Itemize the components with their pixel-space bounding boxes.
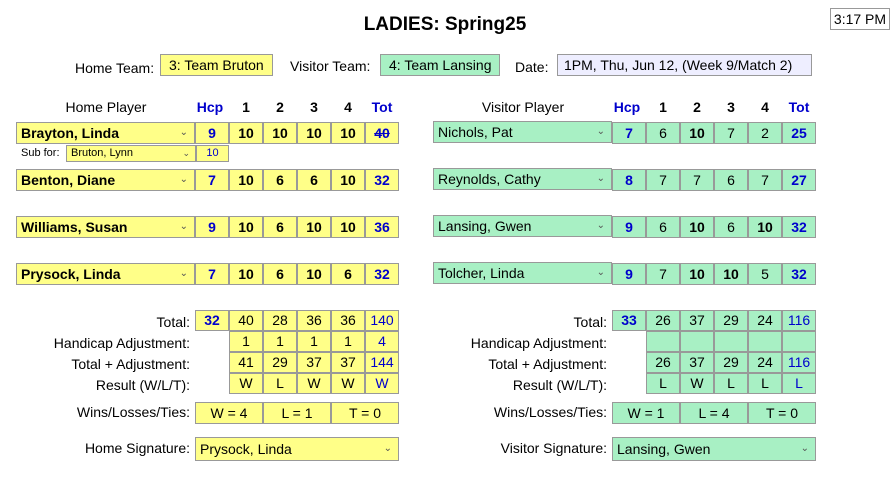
visitor-player-1-game-2[interactable]: 10: [680, 122, 714, 144]
home-player-name: Brayton, Linda: [21, 125, 120, 141]
chevron-down-icon: ⌄: [596, 173, 605, 184]
home-result-label: Result (W/L/T):: [95, 377, 190, 393]
home-total-tot: 140: [365, 310, 399, 331]
visitor-wlt-label: Wins/Losses/Ties:: [493, 404, 607, 420]
visitor-total-hcp: 33: [612, 310, 646, 331]
home-total-game-3: 36: [297, 310, 331, 331]
visitor-player-4-game-3[interactable]: 10: [714, 263, 748, 285]
visitor-player-3-game-4[interactable]: 10: [748, 216, 782, 238]
home-player-1-game-1[interactable]: 10: [229, 122, 263, 144]
visitor-game-3-header: 3: [727, 99, 735, 115]
home-player-3-game-4[interactable]: 10: [331, 216, 365, 238]
home-player-3-hcp[interactable]: 9: [195, 216, 229, 238]
visitor-signature-value: Lansing, Gwen: [617, 441, 711, 457]
home-total-label: Total:: [156, 314, 190, 330]
visitor-losses: L = 4: [680, 402, 748, 424]
chevron-down-icon: ⌄: [179, 174, 188, 185]
visitor-player-name: Lansing, Gwen: [438, 218, 532, 234]
home-handicap-adjustment-label: Handicap Adjustment:: [53, 335, 190, 351]
visitor-player-2-game-3[interactable]: 6: [714, 169, 748, 191]
home-player-3-game-1[interactable]: 10: [229, 216, 263, 238]
home-result-game-4: W: [331, 373, 365, 394]
visitor-total-adj-game-2: 37: [680, 352, 714, 373]
home-total-adj-game-4: 37: [331, 352, 365, 373]
visitor-player-4-hcp[interactable]: 9: [612, 263, 646, 285]
visitor-team-label: Visitor Team:: [290, 58, 371, 74]
chevron-down-icon: ⌄: [596, 126, 605, 137]
home-player-1-game-2[interactable]: 10: [263, 122, 297, 144]
home-player-1-game-3[interactable]: 10: [297, 122, 331, 144]
visitor-total-game-2: 37: [680, 310, 714, 331]
home-player-2-hcp[interactable]: 7: [195, 169, 229, 191]
chevron-down-icon: ⌄: [179, 221, 188, 232]
sub-for-select[interactable]: [66, 145, 196, 162]
visitor-player-3-total: 32: [782, 216, 816, 238]
visitor-team-field[interactable]: 4: Team Lansing: [380, 54, 500, 76]
home-team-label: Home Team:: [75, 60, 155, 76]
home-player-header: Home Player: [65, 99, 147, 115]
sub-for-name: Bruton, Lynn: [71, 147, 133, 159]
chevron-down-icon: ⌄: [596, 220, 605, 231]
home-game-2-header: 2: [276, 99, 284, 115]
home-player-name: Benton, Diane: [21, 172, 116, 188]
home-team-field[interactable]: 3: Team Bruton: [160, 54, 273, 76]
visitor-adj-game-1: [646, 331, 680, 352]
visitor-game-2-header: 2: [693, 99, 701, 115]
visitor-adj-game-3: [714, 331, 748, 352]
home-player-4-game-1[interactable]: 10: [229, 263, 263, 285]
visitor-signature-label: Visitor Signature:: [500, 440, 607, 456]
visitor-player-3-game-3[interactable]: 6: [714, 216, 748, 238]
home-game-1-header: 1: [242, 99, 250, 115]
home-player-1-game-4[interactable]: 10: [331, 122, 365, 144]
visitor-player-1-game-3[interactable]: 7: [714, 122, 748, 144]
visitor-player-3-hcp[interactable]: 9: [612, 216, 646, 238]
home-adj-game-3: 1: [297, 331, 331, 352]
visitor-player-name: Nichols, Pat: [438, 124, 513, 140]
home-result-game-1: W: [229, 373, 263, 394]
visitor-adj-tot: [782, 331, 816, 352]
home-total-adj-game-2: 29: [263, 352, 297, 373]
visitor-total-adj-tot: 116: [782, 352, 816, 373]
home-player-3-select[interactable]: [16, 216, 195, 238]
visitor-total-game-1: 26: [646, 310, 680, 331]
home-adj-game-2: 1: [263, 331, 297, 352]
chevron-down-icon: ⌄: [800, 443, 809, 454]
home-player-1-total: 40: [365, 122, 399, 144]
visitor-player-3-game-2[interactable]: 10: [680, 216, 714, 238]
visitor-player-4-game-1[interactable]: 7: [646, 263, 680, 285]
home-wlt-label: Wins/Losses/Ties:: [76, 404, 190, 420]
home-total-game-4: 36: [331, 310, 365, 331]
visitor-result-tot: L: [782, 373, 816, 394]
home-adj-game-4: 1: [331, 331, 365, 352]
visitor-player-4-game-4[interactable]: 5: [748, 263, 782, 285]
home-total-adj-game-3: 37: [297, 352, 331, 373]
date-label: Date:: [515, 59, 549, 75]
visitor-result-game-2: W: [680, 373, 714, 394]
visitor-player-2-game-1[interactable]: 7: [646, 169, 680, 191]
visitor-game-1-header: 1: [659, 99, 667, 115]
home-player-4-game-4[interactable]: 6: [331, 263, 365, 285]
visitor-player-name: Tolcher, Linda: [438, 265, 525, 281]
home-player-4-hcp[interactable]: 7: [195, 263, 229, 285]
visitor-total-label: Total:: [573, 314, 607, 330]
chevron-down-icon: ⌄: [383, 443, 392, 454]
visitor-player-1-total: 25: [782, 122, 816, 144]
visitor-tot-header: Tot: [788, 99, 810, 115]
visitor-game-4-header: 4: [761, 99, 769, 115]
date-field[interactable]: 1PM, Thu, Jun 12, (Week 9/Match 2): [557, 54, 812, 76]
home-ties: T = 0: [331, 402, 399, 424]
home-wins: W = 4: [195, 402, 263, 424]
visitor-player-2-game-4[interactable]: 7: [748, 169, 782, 191]
home-result-game-2: L: [263, 373, 297, 394]
home-total-adj-game-1: 41: [229, 352, 263, 373]
visitor-result-game-4: L: [748, 373, 782, 394]
visitor-player-1-game-1[interactable]: 6: [646, 122, 680, 144]
home-result-tot: W: [365, 373, 399, 394]
visitor-player-3-game-1[interactable]: 6: [646, 216, 680, 238]
chevron-down-icon: ⌄: [179, 127, 188, 138]
home-player-4-game-2[interactable]: 6: [263, 263, 297, 285]
visitor-total-tot: 116: [782, 310, 816, 331]
home-player-2-game-4[interactable]: 10: [331, 169, 365, 191]
visitor-player-2-hcp[interactable]: 8: [612, 169, 646, 191]
chevron-down-icon: ⌄: [596, 267, 605, 278]
chevron-down-icon: ⌄: [179, 268, 188, 279]
visitor-player-4-select[interactable]: [433, 262, 612, 284]
visitor-player-name: Reynolds, Cathy: [438, 171, 541, 187]
home-player-2-game-3[interactable]: 6: [297, 169, 331, 191]
visitor-total-game-4: 24: [748, 310, 782, 331]
home-total-hcp: 32: [195, 310, 229, 331]
chevron-down-icon: ⌄: [182, 148, 190, 158]
home-total-game-2: 28: [263, 310, 297, 331]
visitor-total-game-3: 29: [714, 310, 748, 331]
home-total-adj-tot: 144: [365, 352, 399, 373]
visitor-player-2-game-2[interactable]: 7: [680, 169, 714, 191]
home-tot-header: Tot: [371, 99, 393, 115]
home-signature-label: Home Signature:: [84, 440, 190, 456]
home-total-adjustment-label: Total + Adjustment:: [71, 356, 190, 372]
home-player-3-total: 36: [365, 216, 399, 238]
visitor-player-1-hcp[interactable]: 7: [612, 122, 646, 144]
visitor-result-game-1: L: [646, 373, 680, 394]
visitor-player-1-game-4[interactable]: 2: [748, 122, 782, 144]
home-player-2-game-1[interactable]: 10: [229, 169, 263, 191]
clock: 3:17 PM: [830, 8, 890, 30]
visitor-hcp-header: Hcp: [613, 99, 641, 115]
home-player-4-select[interactable]: [16, 263, 195, 285]
home-game-3-header: 3: [310, 99, 318, 115]
home-result-game-3: W: [297, 373, 331, 394]
home-player-2-game-2[interactable]: 6: [263, 169, 297, 191]
visitor-total-adj-game-1: 26: [646, 352, 680, 373]
visitor-adj-game-4: [748, 331, 782, 352]
visitor-signature-select[interactable]: [612, 437, 816, 461]
home-player-name: Williams, Susan: [21, 219, 128, 235]
home-player-2-select[interactable]: [16, 169, 195, 191]
visitor-total-adj-game-4: 24: [748, 352, 782, 373]
visitor-handicap-adjustment-label: Handicap Adjustment:: [470, 335, 607, 351]
home-player-1-hcp[interactable]: 9: [195, 122, 229, 144]
home-total-game-1: 40: [229, 310, 263, 331]
visitor-player-2-total: 27: [782, 169, 816, 191]
visitor-player-4-game-2[interactable]: 10: [680, 263, 714, 285]
home-player-name: Prysock, Linda: [21, 266, 121, 282]
sub-for-label: Sub for:: [21, 147, 60, 159]
home-player-3-game-2[interactable]: 6: [263, 216, 297, 238]
visitor-result-label: Result (W/L/T):: [512, 377, 607, 393]
visitor-player-1-select[interactable]: [433, 121, 612, 143]
visitor-ties: T = 0: [748, 402, 816, 424]
visitor-player-header: Visitor Player: [481, 99, 565, 115]
sub-for-hcp[interactable]: 10: [196, 145, 229, 162]
visitor-total-adj-game-3: 29: [714, 352, 748, 373]
home-player-4-game-3[interactable]: 10: [297, 263, 331, 285]
page-title: LADIES: Spring25: [363, 14, 527, 35]
visitor-player-3-select[interactable]: [433, 215, 612, 237]
home-losses: L = 1: [263, 402, 331, 424]
home-player-2-total: 32: [365, 169, 399, 191]
home-adj-tot: 4: [365, 331, 399, 352]
home-player-1-select[interactable]: [16, 122, 195, 144]
home-game-4-header: 4: [344, 99, 352, 115]
home-signature-value: Prysock, Linda: [200, 441, 292, 457]
home-adj-game-1: 1: [229, 331, 263, 352]
visitor-total-adjustment-label: Total + Adjustment:: [488, 356, 607, 372]
visitor-player-2-select[interactable]: [433, 168, 612, 190]
visitor-adj-game-2: [680, 331, 714, 352]
home-player-4-total: 32: [365, 263, 399, 285]
visitor-player-4-total: 32: [782, 263, 816, 285]
home-hcp-header: Hcp: [196, 99, 224, 115]
visitor-wins: W = 1: [612, 402, 680, 424]
home-player-3-game-3[interactable]: 10: [297, 216, 331, 238]
home-signature-select[interactable]: [195, 437, 399, 461]
visitor-result-game-3: L: [714, 373, 748, 394]
